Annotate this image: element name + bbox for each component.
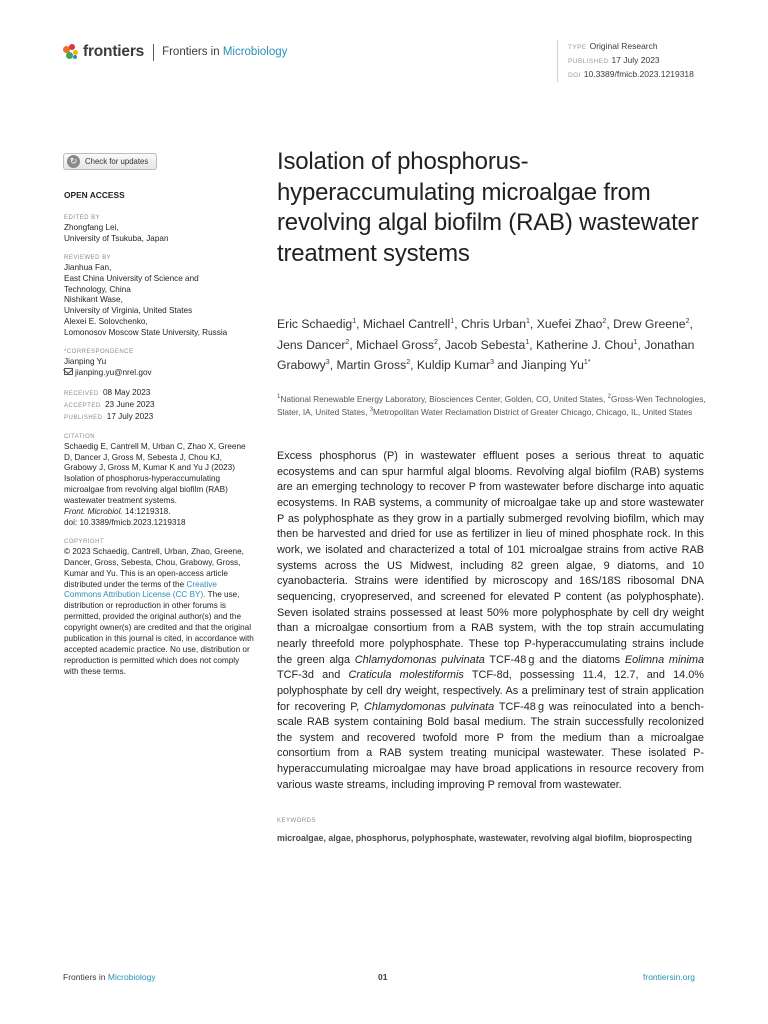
author-affiliation-marker: 2: [406, 359, 411, 367]
affiliation-marker: 3: [369, 407, 374, 414]
author-name[interactable]: Michael Cantrell$^1$: [362, 317, 455, 332]
brand-divider: [153, 44, 154, 61]
author-name[interactable]: Drew Greene$^2$: [613, 317, 690, 332]
keywords-label: KEYWORDS: [277, 818, 317, 824]
author-affiliation-marker: 1: [450, 318, 455, 325]
copyright-section: [64, 538, 254, 678]
abstract-text: Excess phosphorus (P) in wastewater effluent poses a serious threat to aquatic ecosystems and can spur harmful algal blooms. Revolving algal biofilm (RAB) systems are an emerging technology to recover P from wastewater before discharge into aquatic ecosystems. In RAB systems, a community of microalgae take up and store wastewater P as polyphosphate as they grow in a partially submerged revolving biofilm, which may then be harvested and dried for use as fertilizer in lieu of mined phosphate rock. In this work, we isolated and characterized a total of 101 microalgae strains from active RAB systems across the US Midwest, including 82 green algae, 9 diatoms, and 10 cyanobacteria. Strains were identified by microscopy and 16S/18S ribosomal DNA sequencing, cryopreserved, and screened for elevated P content (as polyphosphate). Seven isolated strains possessed at least 50% more polyphosphate by cell dry weight than a microalgae consortium from a RAB system, with the top strain accumulating nearly threefold more polyphosphate. These top P-hyperaccumulating strains include the green alga: [277, 450, 704, 666]
abstract-text: TCF-48 g and the diatoms: [484, 653, 625, 666]
frontiers-brand: [63, 42, 287, 62]
abstract: [277, 449, 704, 793]
reviewer-line: Lomonosov Moscow State University, Russia: [64, 328, 228, 338]
meta-published: [568, 54, 694, 68]
footer-journal-name: Microbiology: [107, 972, 156, 982]
citation-label: CITATION: [64, 433, 96, 440]
copyright-terms: The use, distribution or reproduction in other forums is permitted, provided the original author(s) and the copyright owner(s) are credited and that the original publication in this journal is cited, in accordance with accepted academic practice. No use, distribution or reproduction is permitted which does not comply with these terms.: [64, 590, 254, 676]
brand-name: frontiers: [83, 43, 145, 60]
copyright-intro: © 2023 Schaedig, Cantrell, Urban, Zhao, Greene, Dancer, Gross, Sebesta, Chou, Grabowy, Gross, Kumar and Yu. This is an open-access article distributed under the terms of the: [64, 546, 244, 589]
correspondence-label: *CORRESPONDENCE: [64, 349, 134, 356]
edited-by-label: EDITED BY: [64, 214, 101, 221]
journal-prefix: Frontiers in: [162, 46, 220, 58]
affiliation-text: Metropolitan Water Reclamation District of Greater Chicago, Chicago, IL, United States: [373, 407, 693, 418]
mail-icon: [64, 368, 73, 375]
editor-affiliation: University of Tsukuba, Japan: [64, 233, 169, 243]
author-affiliation-marker: 1*: [583, 359, 591, 367]
accepted-date: 23 June 2023: [104, 399, 155, 409]
copyright-text: [64, 547, 254, 678]
author-affiliation-marker: 1: [526, 318, 530, 325]
author-name[interactable]: Jens Dancer$^2$: [277, 337, 350, 352]
author-affiliation-marker: 3: [325, 359, 330, 367]
footer-journal[interactable]: [63, 972, 156, 982]
refresh-icon: ↻: [67, 155, 80, 168]
reviewer-line: Nishikant Wase,: [64, 295, 123, 305]
check-updates-label: Check for updates: [85, 157, 149, 166]
footer-journal-prefix: Frontiers in: [63, 972, 106, 982]
reviewer-line: Alexei E. Solovchenko,: [64, 317, 148, 327]
edited-by-section: [64, 214, 254, 245]
open-access-label: OPEN ACCESS: [64, 190, 125, 200]
correspondence-name: Jianping Yu: [64, 357, 107, 367]
footer-site-link[interactable]: frontiersin.org: [643, 972, 695, 982]
reviewed-by-section: [64, 254, 254, 339]
published-label: PUBLISHED: [64, 414, 103, 421]
affiliation-marker: 2: [607, 394, 611, 400]
copyright-label: COPYRIGHT: [64, 538, 105, 545]
author-affiliation-marker: 2: [602, 318, 607, 325]
author-name[interactable]: Jacob Sebesta$^1$: [444, 337, 530, 352]
article-meta: [557, 40, 694, 82]
author-name[interactable]: Eric Schaedig$^1$: [277, 317, 357, 332]
affiliation-text: National Renewable Energy Laboratory, Biosciences Center, Golden, CO, United States,: [280, 393, 608, 404]
author-affiliation-marker: 2: [434, 338, 438, 346]
author-affiliation-marker: 1: [352, 318, 357, 325]
accepted-label: ACCEPTED: [64, 402, 101, 409]
affiliation-marker: 1: [277, 394, 281, 400]
citation-journal: Front. Microbiol.: [64, 507, 123, 517]
species-name: Craticula molestiformis: [348, 669, 464, 682]
received-label: RECEIVED: [64, 390, 99, 397]
abstract-text: TCF-3d and: [277, 669, 349, 682]
left-sidebar: [64, 190, 254, 687]
citation-text: Schaedig E, Cantrell M, Urban C, Zhao X, Greene D, Dancer J, Gross M, Sebesta J, Chou KJ, Grabowy J, Gross M, Kumar K and Yu J (2023) Isolation of phosphorus-hyperaccumulating microalgae from revolving algal biofilm (RAB) wastewater treatment systems.: [64, 441, 246, 506]
author-name[interactable]: Katherine J. Chou$^1$: [536, 337, 638, 352]
reviewer-line: East China University of Science and: [64, 273, 199, 283]
reviewer-line: University of Virginia, United States: [64, 306, 193, 316]
doi-value[interactable]: 10.3389/fmicb.2023.1219318: [583, 69, 694, 79]
reviewer-line: Jianhua Fan,: [64, 262, 112, 272]
published-row: [64, 412, 254, 424]
cc-by-license-link[interactable]: Creative Commons Attribution License (CC BY).: [64, 579, 217, 600]
abstract-text: TCF-48 g was reinoculated into a bench-scale RAB system containing Bold basal medium. The strain successfully recolonized the system and recovered twofold more P from the medium than a microalgae consortium from a RAB system treating municipal wastewater. These isolated P-hyperaccumulating microalgae may have broad applications in resource recovery from various waste streams, including improving P removal from wastewater.: [277, 700, 704, 791]
author-name[interactable]: Martin Gross$^2$: [336, 358, 411, 373]
received-date: 08 May 2023: [102, 387, 151, 397]
author-affiliation-marker: 1: [525, 338, 530, 346]
abstract-text: TCF-8d, possessing 11.4, 12.7, and 14.0% polyphosphate by cell dry weight, respectively. As a preliminary test of strain application for recovering P,: [277, 669, 704, 713]
affiliation-text: Gross-Wen Technologies, Slater, IA, United States,: [277, 393, 706, 418]
species-name: Chlamydomonas pulvinata: [354, 653, 485, 666]
type-value: Original Research: [589, 41, 658, 51]
doi-label: DOI: [568, 72, 581, 79]
check-for-updates-button[interactable]: [63, 153, 157, 170]
editor-name: Zhongfang Lei,: [64, 222, 119, 232]
article-title: Isolation of phosphorus-hyperaccumulating microalgae from revolving algal biofilm (RAB) wastewater treatment systems: [277, 148, 699, 267]
meta-type: [568, 40, 694, 54]
accepted-row: [64, 400, 254, 412]
species-name: Eolimna minima: [624, 653, 704, 666]
citation-doi[interactable]: doi: 10.3389/fmicb.2023.1219318: [64, 517, 186, 527]
page-number: 01: [378, 972, 388, 982]
published-label: PUBLISHED: [568, 58, 609, 65]
correspondence-section: [64, 348, 254, 379]
citation-source: [64, 507, 254, 518]
author-affiliation-marker: 2: [345, 338, 350, 346]
author-name[interactable]: Michael Gross$^2$: [356, 337, 438, 352]
species-name: Chlamydomonas pulvinata: [364, 700, 495, 713]
journal-name[interactable]: [162, 46, 287, 58]
author-name[interactable]: Xuefei Zhao$^2$: [536, 317, 607, 332]
keywords-list: microalgae, algae, phosphorus, polyphosphate, wastewater, revolving algal biofilm, bioprospecting: [277, 833, 693, 843]
received-row: [64, 388, 254, 400]
reviewer-line: Technology, China: [64, 284, 131, 294]
author-list: Eric Schaedig$^1$, Michael Cantrell$^1$, Chris Urban$^1$, Xuefei Zhao$^2$, Drew Greene$^2$, Jens Dancer$^2$, Michael Gross$^2$, Jacob Sebesta$^1$, Katherine J. Chou$^1$, Jonathan Grabowy$^3$, Martin Gross$^2$, Kuldip Kumar$^3$ and Jianping $Yu^{1*}$: [277, 317, 695, 373]
citation-section: [64, 433, 254, 529]
author-name[interactable]: Jianping $Yu^{1*}$: [521, 358, 591, 373]
author-affiliation-marker: 3: [490, 359, 494, 367]
published-date: 17 July 2023: [106, 411, 154, 421]
author-affiliation-marker: 1: [633, 338, 638, 346]
citation-volume: 14:1219318.: [124, 507, 171, 517]
correspondence-email-row[interactable]: [64, 368, 254, 379]
type-label: TYPE: [568, 44, 587, 51]
reviewed-by-label: REVIEWED BY: [64, 254, 112, 261]
affiliations: [277, 392, 707, 419]
meta-doi[interactable]: [568, 68, 694, 82]
author-name[interactable]: Chris Urban$^1$: [460, 317, 530, 332]
published-value: 17 July 2023: [611, 55, 660, 65]
frontiers-logo-icon: [63, 44, 79, 60]
author-name[interactable]: Jonathan Grabowy$^3$: [277, 337, 695, 373]
author-name[interactable]: Kuldip Kumar$^3$: [416, 358, 494, 373]
correspondence-email[interactable]: jianping.yu@nrel.gov: [75, 367, 152, 377]
journal-title: Microbiology: [222, 46, 288, 58]
author-affiliation-marker: 2: [685, 318, 690, 325]
dates-section: [64, 388, 254, 424]
